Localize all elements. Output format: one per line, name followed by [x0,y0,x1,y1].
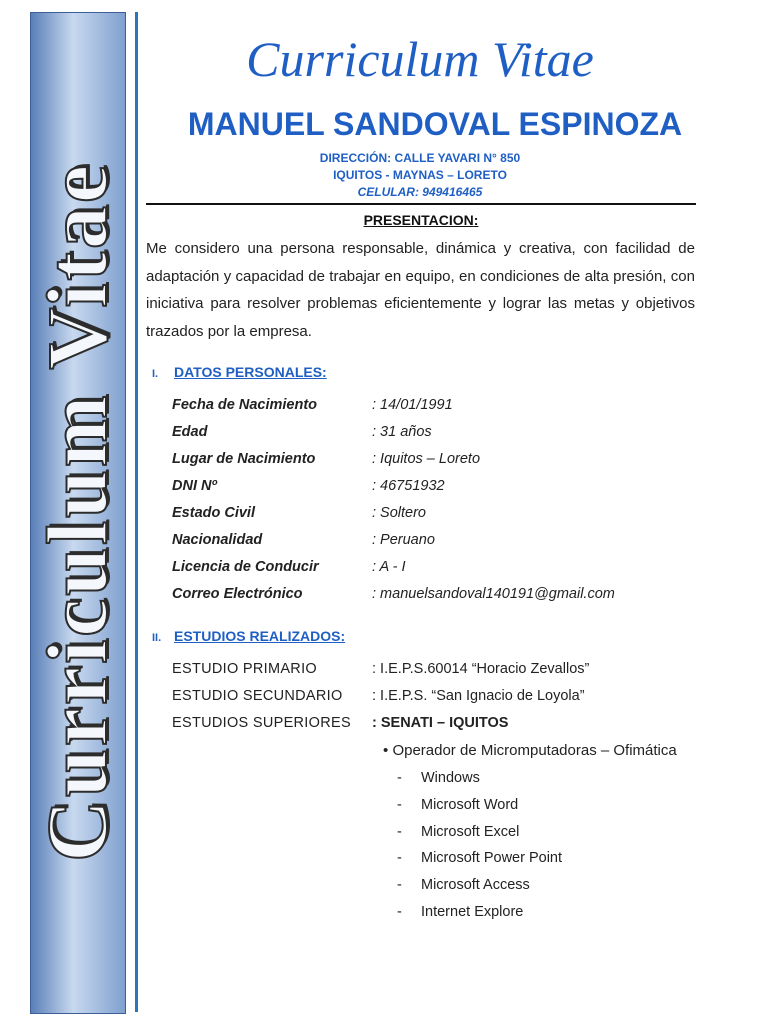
contact-block [150,150,690,201]
sidebar-text: Curriculum Vitae [29,161,126,863]
bullet-icon: • [383,742,389,759]
personal-label: Estado Civil [172,505,255,521]
section-number: II. [152,632,162,644]
skill-text: Microsoft Excel [421,824,520,840]
dash-icon: - [397,797,402,813]
presentation-heading [146,212,696,228]
personal-label: Correo Electrónico [172,586,303,602]
section-number: I. [152,368,159,380]
personal-value: : 31 años [372,424,432,440]
dash-icon: - [397,877,402,893]
personal-value: : 14/01/1991 [372,397,453,413]
section-title: ESTUDIOS REALIZADOS: [174,628,346,644]
study-value: : SENATI – IQUITOS [372,715,509,731]
section-studies-heading [152,628,345,644]
presentation-heading-colon: : [473,212,479,228]
list-item [397,797,518,813]
address-line: DIRECCIÓN: CALLE YAVARI N° 850 [319,151,521,165]
study-value: : I.E.P.S.60014 “Horacio Zevallos” [372,661,590,677]
list-item [397,850,562,866]
header-divider [146,203,696,205]
personal-label: Lugar de Nacimiento [172,451,316,467]
personal-value: : 46751932 [372,478,445,494]
section-personal-heading [152,364,327,380]
study-value: : I.E.P.S. “San Ignacio de Loyola” [372,688,585,704]
study-label: ESTUDIO PRIMARIO [172,661,317,677]
skill-text: Internet Explore [421,904,524,920]
study-label: ESTUDIOS SUPERIORES [172,715,351,731]
personal-label: DNI Nº [172,478,217,494]
sidebar-divider-line [135,12,138,1012]
personal-label: Fecha de Nacimiento [172,397,318,413]
list-item [397,877,530,893]
personal-value: : Soltero [372,505,426,521]
dash-icon: - [397,904,402,920]
personal-label: Edad [172,424,208,440]
study-label: ESTUDIO SECUNDARIO [172,688,343,704]
list-item [397,770,480,786]
list-item [397,904,523,920]
personal-value: : A - I [372,559,406,575]
presentation-text: Me considero una persona responsable, dinámica y creativa, con facilidad de adaptación y capacidad de trabajar en equipo, en condiciones de alta presión, con iniciativa para resolver problemas eficientemente y lograr las metas y objetivos trazados por la empresa. [146,240,695,340]
skill-text: Windows [421,770,480,786]
list-item [397,824,519,840]
dash-icon: - [397,770,402,786]
skill-text: Microsoft Power Point [421,850,563,866]
personal-value: : Peruano [372,532,435,548]
presentation-heading-text: PRESENTACION [363,212,474,228]
person-name: MANUEL SANDOVAL ESPINOZA [187,106,683,142]
section-title: DATOS PERSONALES: [174,364,327,380]
sidebar-vertical-title [30,12,124,1012]
personal-label: Nacionalidad [172,532,263,548]
skill-text: Microsoft Access [421,877,530,893]
personal-label: Licencia de Conducir [172,559,319,575]
document-title: Curriculum Vitae [246,31,594,87]
bullet-text: Operador de Micromputadoras – Ofimática [392,742,677,759]
phone-line: CELULAR: 949416465 [357,185,483,199]
city-line: IQUITOS - MAYNAS – LORETO [333,168,507,182]
email-value: : manuelsandoval140191@gmail.com [372,586,615,602]
dash-icon: - [397,850,402,866]
skill-text: Microsoft Word [421,797,519,813]
dash-icon: - [397,824,402,840]
personal-value: : Iquitos – Loreto [372,451,481,467]
list-item [383,742,677,759]
